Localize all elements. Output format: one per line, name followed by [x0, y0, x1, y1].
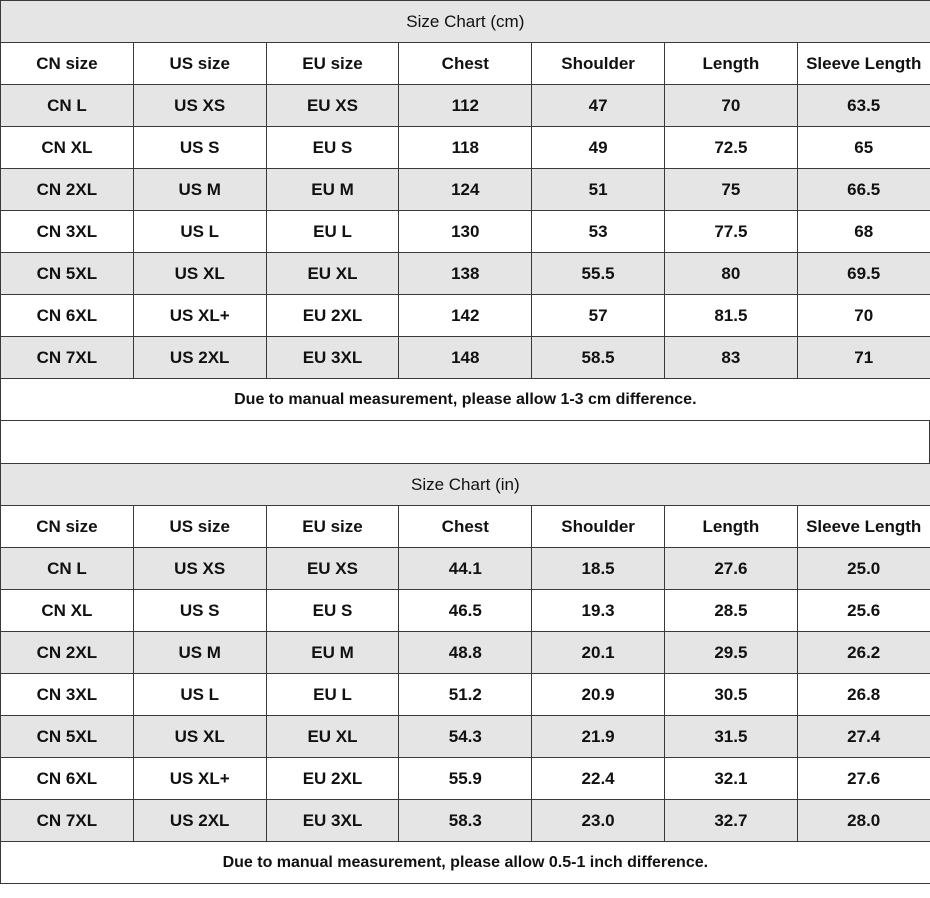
- table-cell: 55.5: [532, 253, 665, 295]
- table-cell: US 2XL: [133, 337, 266, 379]
- measurement-note: Due to manual measurement, please allow 0.5-1 inch difference.: [1, 842, 930, 884]
- table-cell: 70: [664, 85, 797, 127]
- table-cell: 51.2: [399, 674, 532, 716]
- table-cell: CN L: [1, 85, 134, 127]
- size-chart-in: [0, 463, 930, 884]
- table-cell: 77.5: [664, 211, 797, 253]
- table-cell: US M: [133, 169, 266, 211]
- table-cell: 22.4: [532, 758, 665, 800]
- table-cell: 28.0: [797, 800, 930, 842]
- header-cell: Length: [664, 43, 797, 85]
- table-cell: EU 3XL: [266, 800, 399, 842]
- table-cell: EU XL: [266, 716, 399, 758]
- table-cell: 71: [797, 337, 930, 379]
- table-cell: 148: [399, 337, 532, 379]
- table-cell: 65: [797, 127, 930, 169]
- table-cell: US XL+: [133, 758, 266, 800]
- table-cell: 81.5: [664, 295, 797, 337]
- table-cell: 58.5: [532, 337, 665, 379]
- table-cell: 32.7: [664, 800, 797, 842]
- table-cell: US XS: [133, 548, 266, 590]
- table-cell: US XL+: [133, 295, 266, 337]
- header-cell: Shoulder: [532, 43, 665, 85]
- table-cell: EU M: [266, 169, 399, 211]
- table-cell: US XL: [133, 253, 266, 295]
- table-cell: CN 3XL: [1, 674, 134, 716]
- table-cell: 66.5: [797, 169, 930, 211]
- chart-title-row: [1, 464, 930, 506]
- table-cell: CN 7XL: [1, 337, 134, 379]
- table-cell: 27.4: [797, 716, 930, 758]
- table-cell: 27.6: [664, 548, 797, 590]
- table-cell: EU XS: [266, 548, 399, 590]
- table-cell: 26.2: [797, 632, 930, 674]
- table-cell: CN 7XL: [1, 800, 134, 842]
- table-cell: 30.5: [664, 674, 797, 716]
- table-cell: US XL: [133, 716, 266, 758]
- table-cell: CN 6XL: [1, 295, 134, 337]
- header-cell: EU size: [266, 43, 399, 85]
- table-cell: 70: [797, 295, 930, 337]
- table-row: [1, 590, 930, 632]
- measurement-note: Due to manual measurement, please allow 1-3 cm difference.: [1, 379, 930, 421]
- note-row: [1, 842, 930, 884]
- header-cell: Chest: [399, 43, 532, 85]
- table-row: [1, 758, 930, 800]
- table-row: [1, 127, 930, 169]
- table-cell: US S: [133, 127, 266, 169]
- table-cell: EU S: [266, 590, 399, 632]
- table-cell: 72.5: [664, 127, 797, 169]
- table-cell: 55.9: [399, 758, 532, 800]
- table-cell: 49: [532, 127, 665, 169]
- table-cell: 29.5: [664, 632, 797, 674]
- table-cell: 19.3: [532, 590, 665, 632]
- table-cell: 18.5: [532, 548, 665, 590]
- size-chart-cm: [0, 0, 930, 421]
- table-cell: CN XL: [1, 127, 134, 169]
- table-cell: 53: [532, 211, 665, 253]
- table-cell: US L: [133, 211, 266, 253]
- table-cell: EU L: [266, 211, 399, 253]
- header-cell: Shoulder: [532, 506, 665, 548]
- table-row: [1, 716, 930, 758]
- table-cell: EU 2XL: [266, 295, 399, 337]
- table-cell: 25.0: [797, 548, 930, 590]
- table-cell: 54.3: [399, 716, 532, 758]
- table-cell: 130: [399, 211, 532, 253]
- chart-title-row: [1, 1, 930, 43]
- table-cell: US XS: [133, 85, 266, 127]
- table-body: [1, 548, 930, 842]
- table-cell: 51: [532, 169, 665, 211]
- table-cell: US L: [133, 674, 266, 716]
- table-cell: 31.5: [664, 716, 797, 758]
- table-cell: 118: [399, 127, 532, 169]
- header-cell: US size: [133, 43, 266, 85]
- table-cell: US S: [133, 590, 266, 632]
- table-cell: 58.3: [399, 800, 532, 842]
- table-cell: EU S: [266, 127, 399, 169]
- chart-title: Size Chart (cm): [1, 1, 930, 43]
- table-cell: 57: [532, 295, 665, 337]
- header-cell: EU size: [266, 506, 399, 548]
- table-cell: EU 2XL: [266, 758, 399, 800]
- table-cell: 26.8: [797, 674, 930, 716]
- table-cell: CN L: [1, 548, 134, 590]
- table-row: [1, 295, 930, 337]
- table-cell: 23.0: [532, 800, 665, 842]
- table-cell: 124: [399, 169, 532, 211]
- table-cell: 28.5: [664, 590, 797, 632]
- table-row: [1, 800, 930, 842]
- table-cell: 142: [399, 295, 532, 337]
- table-cell: 47: [532, 85, 665, 127]
- chart-title: Size Chart (in): [1, 464, 930, 506]
- table-cell: 138: [399, 253, 532, 295]
- table-cell: EU M: [266, 632, 399, 674]
- table-cell: 21.9: [532, 716, 665, 758]
- table-row: [1, 253, 930, 295]
- table-cell: EU XS: [266, 85, 399, 127]
- header-cell: CN size: [1, 506, 134, 548]
- table-cell: CN 2XL: [1, 632, 134, 674]
- table-cell: EU XL: [266, 253, 399, 295]
- table-cell: CN 5XL: [1, 253, 134, 295]
- table-row: [1, 85, 930, 127]
- header-cell: Length: [664, 506, 797, 548]
- header-cell: CN size: [1, 43, 134, 85]
- table-spacer: [0, 421, 930, 463]
- table-cell: 80: [664, 253, 797, 295]
- table-cell: 27.6: [797, 758, 930, 800]
- table-row: [1, 337, 930, 379]
- header-cell: Sleeve Length: [797, 43, 930, 85]
- table-cell: 68: [797, 211, 930, 253]
- table-cell: 83: [664, 337, 797, 379]
- table-row: [1, 548, 930, 590]
- table-cell: 44.1: [399, 548, 532, 590]
- table-cell: 20.1: [532, 632, 665, 674]
- table-cell: 46.5: [399, 590, 532, 632]
- table-cell: EU L: [266, 674, 399, 716]
- header-cell: Chest: [399, 506, 532, 548]
- table-cell: 32.1: [664, 758, 797, 800]
- table-row: [1, 211, 930, 253]
- header-row: [1, 43, 930, 85]
- header-row: [1, 506, 930, 548]
- table-cell: EU 3XL: [266, 337, 399, 379]
- table-cell: 48.8: [399, 632, 532, 674]
- table-cell: 69.5: [797, 253, 930, 295]
- table-row: [1, 169, 930, 211]
- table-cell: 63.5: [797, 85, 930, 127]
- table-cell: CN 2XL: [1, 169, 134, 211]
- table-cell: 112: [399, 85, 532, 127]
- table-cell: 25.6: [797, 590, 930, 632]
- table-cell: CN 5XL: [1, 716, 134, 758]
- table-cell: US 2XL: [133, 800, 266, 842]
- table-cell: CN 3XL: [1, 211, 134, 253]
- table-cell: 20.9: [532, 674, 665, 716]
- table-cell: 75: [664, 169, 797, 211]
- table-cell: CN XL: [1, 590, 134, 632]
- table-row: [1, 632, 930, 674]
- table-body: [1, 85, 930, 379]
- table-cell: US M: [133, 632, 266, 674]
- note-row: [1, 379, 930, 421]
- table-cell: CN 6XL: [1, 758, 134, 800]
- header-cell: Sleeve Length: [797, 506, 930, 548]
- header-cell: US size: [133, 506, 266, 548]
- table-row: [1, 674, 930, 716]
